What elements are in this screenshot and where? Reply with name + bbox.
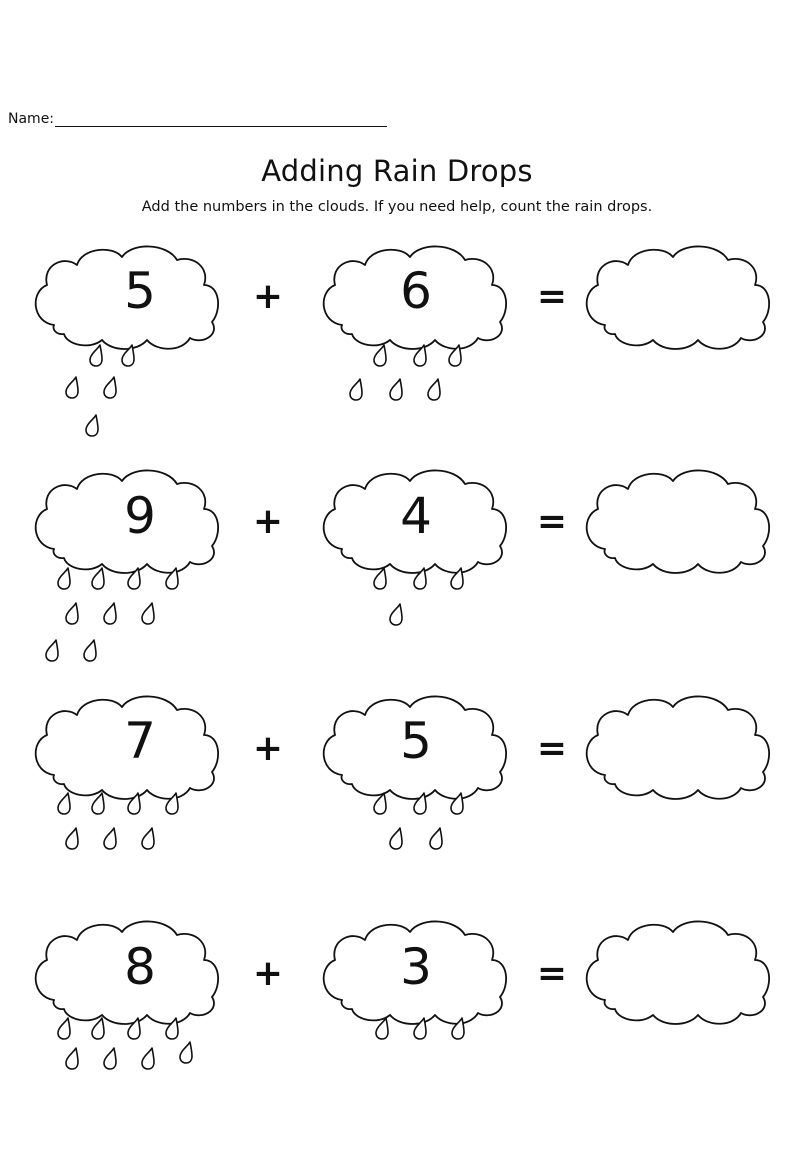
name-label: Name: [8, 111, 55, 127]
right-drops-2 [374, 568, 463, 625]
equals-sign-3: = [536, 728, 568, 769]
right-number-3: 5 [400, 712, 432, 770]
left-number-4: 8 [124, 938, 156, 996]
equals-sign-2: = [536, 501, 568, 542]
rain-drop-icon [390, 379, 402, 400]
left-drops-2 [46, 568, 178, 661]
rain-drop-icon [374, 568, 386, 589]
rain-drop-icon [86, 415, 98, 436]
rain-drop-icon [104, 603, 116, 624]
left-number-2: 9 [124, 487, 156, 545]
answer-cloud-2[interactable] [587, 470, 769, 573]
rain-drop-icon [374, 345, 386, 366]
worksheet-title: Adding Rain Drops [261, 154, 533, 188]
worksheet-instructions: Add the numbers in the clouds. If you need help, count the rain drops. [141, 199, 653, 215]
rain-drop-icon [92, 568, 104, 589]
plus-sign-1: + [252, 276, 284, 317]
problem-row-2 [36, 470, 769, 661]
rain-drop-icon [104, 828, 116, 849]
left-drops-3 [58, 793, 178, 849]
rain-drop-icon [46, 640, 58, 661]
equals-sign-4: = [536, 953, 568, 994]
answer-cloud-3[interactable] [587, 696, 769, 799]
rain-drop-icon [390, 604, 402, 625]
rain-drop-icon [390, 828, 402, 849]
plus-sign-3: + [252, 728, 284, 769]
right-number-1: 6 [400, 262, 432, 320]
rain-drop-icon [58, 1018, 70, 1039]
equals-sign-1: = [536, 276, 568, 317]
rain-drop-icon [58, 568, 70, 589]
right-drops-3 [374, 793, 463, 849]
plus-sign-4: + [252, 953, 284, 994]
rain-drop-icon [104, 377, 116, 398]
rain-drop-icon [180, 1042, 192, 1063]
rain-drop-icon [92, 1018, 104, 1039]
rain-drop-icon [350, 379, 362, 400]
right-number-4: 3 [400, 938, 432, 996]
problem-row-4 [36, 921, 769, 1069]
rain-drop-icon [142, 603, 154, 624]
rain-drop-icon [428, 379, 440, 400]
problem-row-3 [36, 696, 769, 849]
rain-drop-icon [92, 793, 104, 814]
answer-cloud-4[interactable] [587, 921, 769, 1024]
rain-drop-icon [430, 828, 442, 849]
left-drops-1 [66, 345, 134, 436]
rain-drop-icon [84, 640, 96, 661]
plus-sign-2: + [252, 501, 284, 542]
rain-drop-icon [142, 828, 154, 849]
rain-drop-icon [66, 828, 78, 849]
problem-row-1 [36, 246, 769, 436]
answer-cloud-1[interactable] [587, 246, 769, 349]
right-number-2: 4 [400, 487, 432, 545]
rain-drop-icon [90, 345, 102, 366]
rain-drop-icon [104, 1048, 116, 1069]
left-drops-4 [58, 1018, 192, 1069]
rain-drop-icon [66, 1048, 78, 1069]
rain-drop-icon [142, 1048, 154, 1069]
left-number-1: 5 [124, 262, 156, 320]
rain-drop-icon [66, 603, 78, 624]
rain-drop-icon [58, 793, 70, 814]
left-number-3: 7 [124, 712, 156, 770]
right-drops-1 [350, 345, 461, 400]
rain-drop-icon [66, 377, 78, 398]
